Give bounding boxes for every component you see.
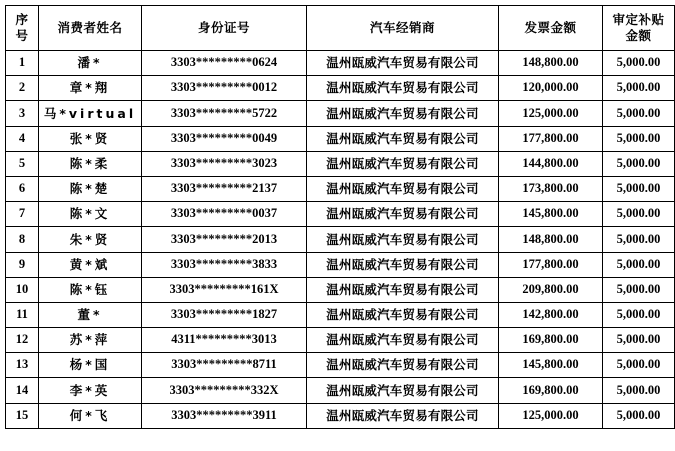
cell-dealer: 温州瓯威汽车贸易有限公司 [307,202,499,227]
table-row [6,101,675,126]
cell-approved-subsidy: 5,000.00 [603,76,675,101]
cell-consumer-name: 陈*钰 [39,277,142,302]
table-row [6,302,675,327]
cell-dealer: 温州瓯威汽车贸易有限公司 [307,227,499,252]
cell-dealer: 温州瓯威汽车贸易有限公司 [307,328,499,353]
cell-approved-subsidy: 5,000.00 [603,227,675,252]
cell-id-number: 3303*********3023 [142,151,307,176]
cell-id-number: 3303*********5722 [142,101,307,126]
table-header-row [6,6,675,51]
cell-consumer-name: 潘* [39,51,142,76]
cell-invoice-amount: 125,000.00 [499,403,603,428]
column-header-consumer-name: 消费者姓名 [39,6,142,51]
cell-invoice-amount: 148,800.00 [499,227,603,252]
column-header-sequence-line1: 序 [15,12,29,28]
cell-id-number: 3303*********161X [142,277,307,302]
cell-dealer: 温州瓯威汽车贸易有限公司 [307,76,499,101]
cell-sequence: 9 [6,252,39,277]
cell-invoice-amount: 169,800.00 [499,328,603,353]
cell-invoice-amount: 148,800.00 [499,51,603,76]
column-header-sequence [6,6,39,51]
column-header-dealer: 汽车经销商 [307,6,499,51]
cell-consumer-name: 张*贤 [39,126,142,151]
table-row [6,151,675,176]
cell-invoice-amount: 120,000.00 [499,76,603,101]
table-row [6,202,675,227]
cell-dealer: 温州瓯威汽车贸易有限公司 [307,378,499,403]
cell-dealer: 温州瓯威汽车贸易有限公司 [307,277,499,302]
cell-approved-subsidy: 5,000.00 [603,252,675,277]
cell-id-number: 3303*********0624 [142,51,307,76]
cell-sequence: 5 [6,151,39,176]
cell-dealer: 温州瓯威汽车贸易有限公司 [307,101,499,126]
cell-consumer-name: 何*飞 [39,403,142,428]
cell-consumer-name: 杨*国 [39,353,142,378]
table-body [6,51,675,429]
table-row [6,51,675,76]
column-header-approved-subsidy-line2: 金额 [625,28,652,43]
cell-approved-subsidy: 5,000.00 [603,378,675,403]
cell-id-number: 3303*********1827 [142,302,307,327]
cell-sequence: 14 [6,378,39,403]
cell-consumer-name: 李*英 [39,378,142,403]
table-row [6,227,675,252]
cell-id-number: 3303*********2137 [142,176,307,201]
cell-invoice-amount: 145,800.00 [499,353,603,378]
cell-approved-subsidy: 5,000.00 [603,176,675,201]
cell-id-number: 3303*********2013 [142,227,307,252]
cell-approved-subsidy: 5,000.00 [603,126,675,151]
cell-dealer: 温州瓯威汽车贸易有限公司 [307,176,499,201]
cell-invoice-amount: 173,800.00 [499,176,603,201]
cell-approved-subsidy: 5,000.00 [603,328,675,353]
table-row [6,252,675,277]
cell-dealer: 温州瓯威汽车贸易有限公司 [307,51,499,76]
cell-approved-subsidy: 5,000.00 [603,353,675,378]
cell-sequence: 4 [6,126,39,151]
column-header-approved-subsidy-line1: 审定补贴 [612,12,665,28]
cell-dealer: 温州瓯威汽车贸易有限公司 [307,126,499,151]
cell-sequence: 2 [6,76,39,101]
cell-consumer-name: 董* [39,302,142,327]
cell-id-number: 4311*********3013 [142,328,307,353]
table-row [6,76,675,101]
cell-sequence: 15 [6,403,39,428]
table-row [6,176,675,201]
cell-invoice-amount: 209,800.00 [499,277,603,302]
cell-consumer-name: 朱*贤 [39,227,142,252]
cell-approved-subsidy: 5,000.00 [603,151,675,176]
column-header-id-number: 身份证号 [142,6,307,51]
cell-dealer: 温州瓯威汽车贸易有限公司 [307,151,499,176]
cell-sequence: 7 [6,202,39,227]
cell-dealer: 温州瓯威汽车贸易有限公司 [307,403,499,428]
cell-approved-subsidy: 5,000.00 [603,51,675,76]
cell-sequence: 10 [6,277,39,302]
cell-dealer: 温州瓯威汽车贸易有限公司 [307,252,499,277]
table-row [6,328,675,353]
table-row [6,403,675,428]
column-header-invoice-amount: 发票金额 [499,6,603,51]
cell-consumer-name: 苏*萍 [39,328,142,353]
cell-sequence: 8 [6,227,39,252]
cell-consumer-name: 陈*楚 [39,176,142,201]
cell-sequence: 1 [6,51,39,76]
cell-id-number: 3303*********0049 [142,126,307,151]
cell-consumer-name: 陈*柔 [39,151,142,176]
cell-sequence: 3 [6,101,39,126]
cell-id-number: 3303*********3911 [142,403,307,428]
cell-sequence: 6 [6,176,39,201]
column-header-approved-subsidy [603,6,675,51]
cell-consumer-name: 马*virtual [39,101,142,126]
cell-approved-subsidy: 5,000.00 [603,202,675,227]
cell-consumer-name: 章*翔 [39,76,142,101]
cell-dealer: 温州瓯威汽车贸易有限公司 [307,353,499,378]
table-row [6,277,675,302]
cell-approved-subsidy: 5,000.00 [603,277,675,302]
cell-id-number: 3303*********3833 [142,252,307,277]
cell-invoice-amount: 177,800.00 [499,126,603,151]
cell-consumer-name: 陈*文 [39,202,142,227]
cell-sequence: 13 [6,353,39,378]
cell-id-number: 3303*********0012 [142,76,307,101]
table-row [6,353,675,378]
cell-invoice-amount: 177,800.00 [499,252,603,277]
cell-invoice-amount: 169,800.00 [499,378,603,403]
subsidy-table [5,5,675,429]
cell-sequence: 11 [6,302,39,327]
cell-id-number: 3303*********0037 [142,202,307,227]
cell-approved-subsidy: 5,000.00 [603,403,675,428]
cell-invoice-amount: 142,800.00 [499,302,603,327]
cell-invoice-amount: 144,800.00 [499,151,603,176]
table-header [6,6,675,51]
cell-invoice-amount: 145,800.00 [499,202,603,227]
cell-consumer-name: 黄*斌 [39,252,142,277]
cell-invoice-amount: 125,000.00 [499,101,603,126]
document-page [0,5,675,451]
cell-sequence: 12 [6,328,39,353]
table-row [6,126,675,151]
cell-dealer: 温州瓯威汽车贸易有限公司 [307,302,499,327]
column-header-sequence-line2: 号 [15,28,29,43]
cell-id-number: 3303*********8711 [142,353,307,378]
cell-approved-subsidy: 5,000.00 [603,302,675,327]
table-row [6,378,675,403]
cell-approved-subsidy: 5,000.00 [603,101,675,126]
cell-id-number: 3303*********332X [142,378,307,403]
